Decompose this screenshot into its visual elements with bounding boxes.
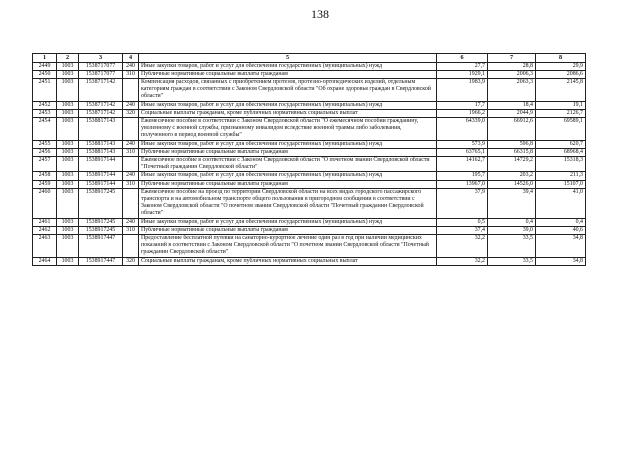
amount-year3-cell: 0,4 [536,218,586,226]
target-code-cell: 1538817143 [79,148,123,156]
section-code-cell: 1003 [57,218,79,226]
amount-year1-cell: 195,7 [437,172,488,180]
target-code-cell: 1538717077 [79,70,123,78]
amount-year3-cell: 40,6 [536,226,586,234]
amount-year1-cell: 573,9 [437,140,488,148]
description-cell: Социальные выплаты гражданам, кроме публичных нормативных социальных выплат [139,257,437,265]
row-number-cell: 2458 [33,172,57,180]
amount-year1-cell: 17,7 [437,101,488,109]
description-cell: Иные закупки товаров, работ и услуг для обеспечения государственных (муниципальных) нужд [139,101,437,109]
target-code-cell: 1538717077 [79,62,123,70]
table-row [33,172,586,180]
header-col-6: 6 [437,54,488,63]
table-row [33,218,586,226]
target-code-cell: 1538917144 [79,180,123,188]
amount-year3-cell: 29,9 [536,62,586,70]
row-number-cell: 2455 [33,140,57,148]
expense-type-cell: 310 [123,148,139,156]
amount-year1-cell: 64339,0 [437,117,488,140]
row-number-cell: 2456 [33,148,57,156]
description-cell: Социальные выплаты гражданам, кроме публичных нормативных социальных выплат [139,109,437,117]
target-code-cell: 1538817143 [79,140,123,148]
target-code-cell: 1538717142 [79,78,123,101]
target-code-cell: 1538717142 [79,101,123,109]
amount-year3-cell: 69589,1 [536,117,586,140]
section-code-cell: 1003 [57,257,79,265]
budget-table [32,53,586,266]
description-cell: Ежемесячное пособие в соответствии с Законом Свердловской области "О почетном звании Свердловской области "Почетный гражданин Свердловской области" [139,156,437,171]
amount-year3-cell: 2086,6 [536,70,586,78]
amount-year1-cell: 37,9 [437,188,488,218]
expense-type-cell [123,156,139,171]
amount-year3-cell: 2145,8 [536,78,586,101]
expense-type-cell: 320 [123,257,139,265]
header-col-1: 1 [33,54,57,63]
amount-year2-cell: 33,5 [488,257,536,265]
section-code-cell: 1003 [57,148,79,156]
table-row [33,62,586,70]
section-code-cell: 1003 [57,226,79,234]
amount-year1-cell: 1929,1 [437,70,488,78]
table-row [33,234,586,257]
row-number-cell: 2453 [33,109,57,117]
section-code-cell: 1003 [57,70,79,78]
row-number-cell: 2462 [33,226,57,234]
target-code-cell: 1538717142 [79,109,123,117]
amount-year3-cell: 34,8 [536,257,586,265]
amount-year3-cell: 34,8 [536,234,586,257]
amount-year3-cell: 620,7 [536,140,586,148]
target-code-cell: 1538917144 [79,172,123,180]
target-code-cell: 1538817143 [79,117,123,140]
amount-year3-cell: 15318,3 [536,156,586,171]
target-code-cell: 1538917245 [79,218,123,226]
expense-type-cell: 310 [123,180,139,188]
expense-type-cell [123,78,139,101]
amount-year1-cell: 13967,0 [437,180,488,188]
section-code-cell: 1003 [57,117,79,140]
amount-year2-cell: 14729,2 [488,156,536,171]
section-code-cell: 1003 [57,156,79,171]
table-row [33,140,586,148]
section-code-cell: 1003 [57,140,79,148]
amount-year1-cell: 27,7 [437,62,488,70]
row-number-cell: 2457 [33,156,57,171]
amount-year2-cell: 596,8 [488,140,536,148]
section-code-cell: 1003 [57,109,79,117]
table-row [33,257,586,265]
section-code-cell: 1003 [57,188,79,218]
description-cell: Предоставление бесплатной путевки на санаторно-курортное лечение один раз в год при наличии медицинских показаний в соответствии с Законом Свердловской области "О почетном звании Свердловской области "Почетный гражданин Свердловской области" [139,234,437,257]
expense-type-cell: 240 [123,218,139,226]
table-row [33,188,586,218]
amount-year2-cell: 0,4 [488,218,536,226]
row-number-cell: 2452 [33,101,57,109]
description-cell: Иные закупки товаров, работ и услуг для обеспечения государственных (муниципальных) нужд [139,62,437,70]
expense-type-cell [123,234,139,257]
row-number-cell: 2454 [33,117,57,140]
amount-year1-cell: 37,4 [437,226,488,234]
header-col-2: 2 [57,54,79,63]
amount-year3-cell: 211,3 [536,172,586,180]
amount-year3-cell: 15107,0 [536,180,586,188]
amount-year2-cell: 203,2 [488,172,536,180]
description-cell: Публичные нормативные социальные выплаты гражданам [139,180,437,188]
description-cell: Публичные нормативные социальные выплаты гражданам [139,226,437,234]
section-code-cell: 1003 [57,78,79,101]
amount-year1-cell: 1983,9 [437,78,488,101]
table-row [33,148,586,156]
amount-year2-cell: 66912,6 [488,117,536,140]
expense-type-cell: 310 [123,70,139,78]
amount-year2-cell: 39,0 [488,226,536,234]
row-number-cell: 2459 [33,180,57,188]
table-row [33,117,586,140]
target-code-cell: 1538917245 [79,226,123,234]
row-number-cell: 2449 [33,62,57,70]
description-cell: Иные закупки товаров, работ и услуг для обеспечения государственных (муниципальных) нужд [139,140,437,148]
description-cell: Публичные нормативные социальные выплаты гражданам [139,70,437,78]
section-code-cell: 1003 [57,180,79,188]
target-code-cell: 1538917447 [79,234,123,257]
expense-type-cell: 240 [123,101,139,109]
header-col-4: 4 [123,54,139,63]
table-header-row [33,54,586,63]
amount-year2-cell: 28,8 [488,62,536,70]
section-code-cell: 1003 [57,101,79,109]
description-cell: Иные закупки товаров, работ и услуг для обеспечения государственных (муниципальных) нужд [139,172,437,180]
amount-year1-cell: 0,5 [437,218,488,226]
amount-year3-cell: 41,0 [536,188,586,218]
page-number: 138 [311,7,329,21]
row-number-cell: 2463 [33,234,57,257]
amount-year2-cell: 39,4 [488,188,536,218]
description-cell: Ежемесячное пособие на проезд по территории Свердловской области на всех видах городского пассажирского транспорта и на автомобильном транспорте общего пользования в пригородном сообщении в соответствии с Законом Свердловской области "О почетном звании Свердловской области "Почетный гражданин Свердловской области" [139,188,437,218]
header-col-8: 8 [536,54,586,63]
header-col-7: 7 [488,54,536,63]
amount-year2-cell: 14526,0 [488,180,536,188]
section-code-cell: 1003 [57,172,79,180]
amount-year1-cell: 14162,7 [437,156,488,171]
amount-year3-cell: 68968,4 [536,148,586,156]
description-cell: Иные закупки товаров, работ и услуг для обеспечения государственных (муниципальных) нужд [139,218,437,226]
amount-year1-cell: 1966,2 [437,109,488,117]
description-cell: Ежемесячное пособие в соответствии с Законом Свердловской области "О ежемесячном пособии гражданину, уволенному с военной службы, признанному инвалидом вследствие военной травмы либо заболевания, полученного в период военной службы" [139,117,437,140]
row-number-cell: 2461 [33,218,57,226]
row-number-cell: 2450 [33,70,57,78]
description-cell: Публичные нормативные социальные выплаты гражданам [139,148,437,156]
section-code-cell: 1003 [57,234,79,257]
table-row [33,180,586,188]
amount-year1-cell: 63765,1 [437,148,488,156]
description-cell: Компенсация расходов, связанных с приобретением протезов, протезно-ортопедических изделий, отдельным категориям граждан в соответствии с Законом Свердловской области "Об охране здоровья граждан в Свердловской области" [139,78,437,101]
amount-year2-cell: 2006,3 [488,70,536,78]
expense-type-cell: 310 [123,226,139,234]
table-row [33,101,586,109]
section-code-cell: 1003 [57,62,79,70]
amount-year2-cell: 18,4 [488,101,536,109]
expense-type-cell [123,188,139,218]
table-row [33,226,586,234]
row-number-cell: 2451 [33,78,57,101]
expense-type-cell: 240 [123,172,139,180]
header-col-3: 3 [79,54,123,63]
amount-year2-cell: 2063,3 [488,78,536,101]
amount-year1-cell: 32,2 [437,234,488,257]
amount-year2-cell: 2044,9 [488,109,536,117]
expense-type-cell [123,117,139,140]
amount-year2-cell: 33,5 [488,234,536,257]
table-row [33,109,586,117]
target-code-cell: 1538917245 [79,188,123,218]
target-code-cell: 1538917144 [79,156,123,171]
header-col-5: 5 [139,54,437,63]
amount-year1-cell: 32,2 [437,257,488,265]
expense-type-cell: 240 [123,62,139,70]
target-code-cell: 1538917447 [79,257,123,265]
table-row [33,78,586,101]
expense-type-cell: 320 [123,109,139,117]
amount-year3-cell: 19,1 [536,101,586,109]
row-number-cell: 2464 [33,257,57,265]
amount-year2-cell: 66315,8 [488,148,536,156]
amount-year3-cell: 2126,7 [536,109,586,117]
table-row [33,70,586,78]
table-row [33,156,586,171]
row-number-cell: 2460 [33,188,57,218]
expense-type-cell: 240 [123,140,139,148]
